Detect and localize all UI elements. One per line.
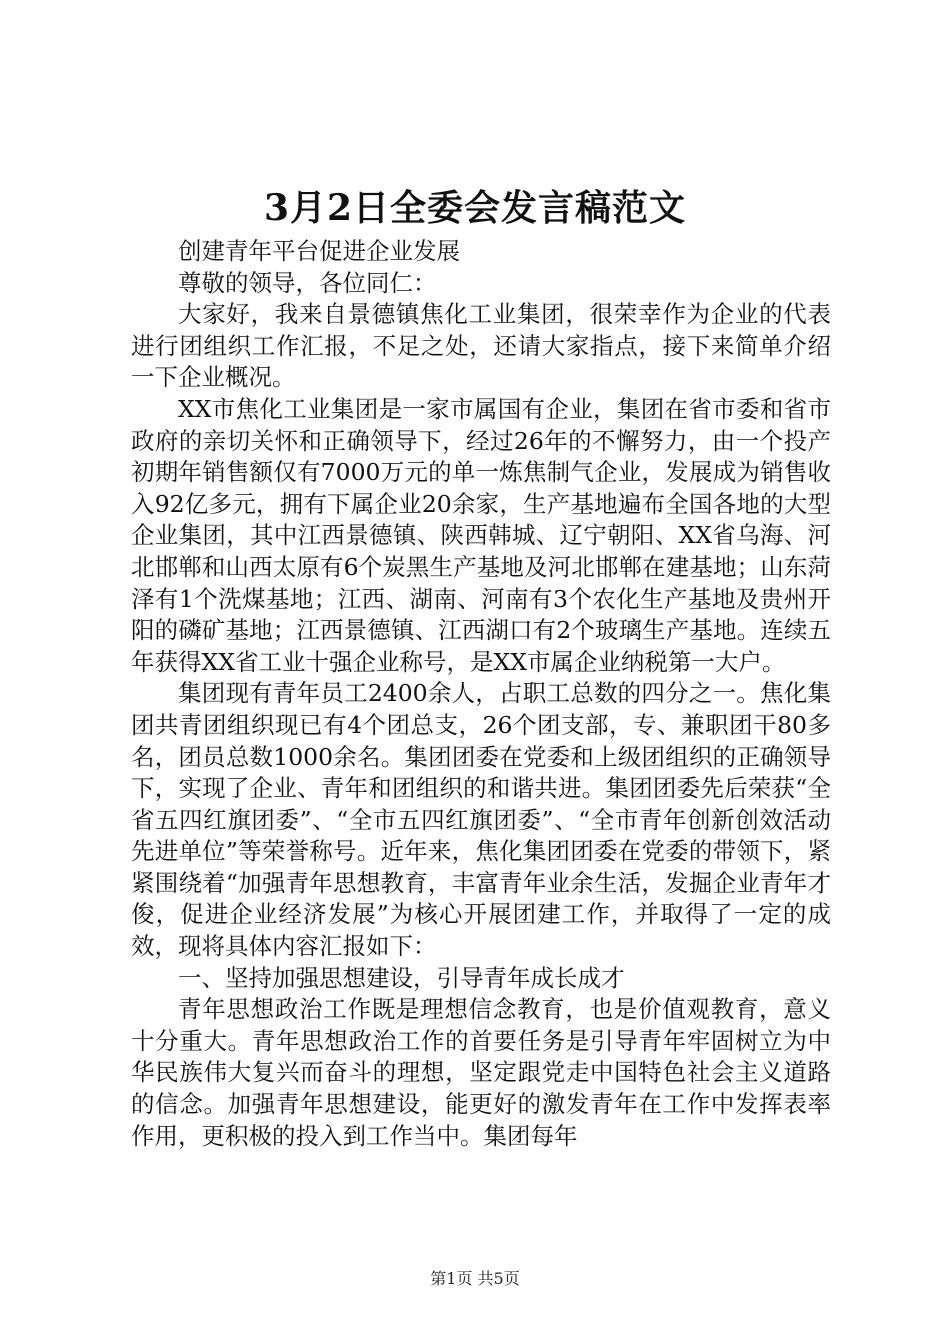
body-paragraph: XX市焦化工业集团是一家市属国有企业，集团在省市委和省市政府的亲切关怀和正确领导下，经过26年的不懈努力，由一个投产初期年销售额仅有7000万元的单一炼焦制气企业，发展成为销售收入92亿多元，拥有下属企业20余家，生产基地遍布全国各地的大型企业集团，其中江西景德镇、陕西韩城、辽宁朝阳、XX省乌海、河北邯郸和山西太原有6个炭黑生产基地及河北邯郸在建基地；山东菏泽有1个洗煤基地；江西、湖南、河南有3个农化生产基地及贵州开阳的磷矿基地；江西景德镇、江西湖口有2个玻璃生产基地。连续五年获得XX省工业十强企业称号，是XX市属企业纳税第一大户。 (131, 394, 831, 676)
section-heading: 一、坚持加强思想建设，引导青年成长成才 (178, 963, 625, 992)
document-title: 3月2日全委会发言稿范文 (263, 187, 687, 229)
body-paragraph: 青年思想政治工作既是理想信念教育，也是价值观教育，意义十分重大。青年思想政治工作的首要任务是引导青年牢固树立为中华民族伟大复兴而奋斗的理想，坚定跟党走中国特色社会主义道路的信念。加强青年思想建设，能更好的激发青年在工作中发挥表率作用，更积极的投入到工作当中。集团每年 (131, 995, 831, 1150)
page-number-footer: 第1页 共5页 (430, 1269, 520, 1288)
salutation-paragraph: 尊敬的领导，各位同仁： (178, 268, 437, 297)
body-paragraph: 大家好，我来自景德镇焦化工业集团，很荣幸作为企业的代表进行团组织工作汇报，不足之处，还请大家指点，接下来简单介绍一下企业概况。 (131, 300, 831, 392)
document-body (131, 236, 831, 1152)
subtitle-paragraph: 创建青年平台促进企业发展 (178, 237, 460, 265)
body-paragraph: 集团现有青年员工2400余人，占职工总数的四分之一。焦化集团共青团组织现已有4个团总支，26个团支部，专、兼职团干80多名，团员总数1000余名。集团团委在党委和上级团组织的正确领导下，实现了企业、青年和团组织的和谐共进。集团团委先后荣获“全省五四红旗团委”、“全市五四红旗团委”、“全市青年创新创效活动先进单位”等荣誉称号。近年来，焦化集团团委在党委的带领下，紧紧围绕着“加强青年思想教育，丰富青年业余生活，发掘企业青年才俊，促进企业经济发展”为核心开展团建工作，并取得了一定的成效，现将具体内容汇报如下： (131, 679, 831, 961)
